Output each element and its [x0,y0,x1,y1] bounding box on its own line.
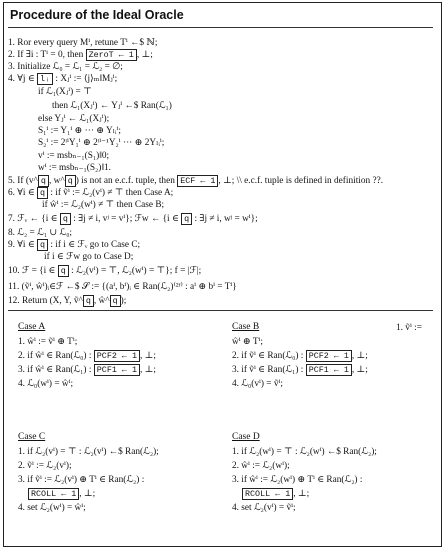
cased-line: 3. if ŵⁱ := ℒ₂(wⁱ) ⊕ Tⁱ ∈ Ran(ℒ₂) : [232,475,363,485]
flag-box: q [38,175,49,187]
flag-box: q [37,239,48,251]
case-c-title: Case C [18,432,46,442]
procedure-line: 9. ∀i ∈ q : if i ∈ ℱᵥ go to Case C; [8,240,141,250]
procedure-line: wⁱ := msbₙ₋₁(S₂)‖1. [38,163,111,173]
flag-box: q [58,265,69,277]
flag-box: PCF1 ← 1 [94,364,140,376]
procedure-line: else Yⱼⁱ ← ℒ₁(Xⱼⁱ); [38,114,110,124]
procedure-line: 6. ∀i ∈ q : if ṽⁱ := ℒ₂(vⁱ) ≠ ⊤ then Case A; [8,188,174,198]
procedure-line: 8. ℒ₂ = ℒ₁ ∪ ℒ₀; [8,228,73,238]
section-rule [8,310,433,311]
cased-line: 1. if ℒ₂(wⁱ) = ⊤ : ℒ₂(wⁱ) ←$ Ran(ℒ₂); [232,447,377,457]
procedure-line: S₁ⁱ := Y₁ⁱ ⊕ ··· ⊕ Yₗᵢⁱ; [38,126,121,136]
flag-box: q [110,295,121,307]
procedure-line: 10. ℱ = {i ∈ q : ℒ₂(vⁱ) = ⊤, ℒ₂(wⁱ) = ⊤}; f = |ℱ|; [8,266,202,276]
flag-box: ZeroT ← 1 [86,49,137,61]
procedure-line: S₂ⁱ := 2ˡⁱY₁ⁱ ⊕ 2ˡⁱ⁻¹Y₂ⁱ ··· ⊕ 2Yₗᵢⁱ; [38,138,165,148]
flag-box: RCOLL ← 1 [242,488,293,500]
cased-line: 2. ŵⁱ := ℒ₂(wⁱ); [232,461,290,471]
case-a-title: Case A [18,322,46,332]
procedure-line: if ŵⁱ := ℒ₂(wⁱ) ≠ ⊤ then Case B; [42,200,165,210]
casea-line: 2. if ŵⁱ ∈ Ran(ℒ₀) : PCF2 ← 1 , ⊥; [18,351,156,361]
casea-line: 4. ℒ₀(wⁱ) = ŵⁱ; [18,379,74,389]
case-b-line1-head: 1. ṽⁱ := [396,323,422,333]
flag-box: q [60,213,71,225]
procedure-line: then ℒ₁(Xⱼⁱ) ← Yⱼⁱ ←$ Ran(ℒ₁) [52,101,172,111]
procedure-line: 12. Return (X, Y, ṽ^ q , ŵ^ q ); [8,296,127,306]
case-d-title: Case D [232,432,260,442]
cased-line: 4. set ℒ₂(vⁱ) = ṽⁱ; [232,503,296,513]
flag-box: PCF1 ← 1 [306,364,352,376]
casec-line: 4. set ℒ₂(wⁱ) = ŵⁱ; [18,503,86,513]
casea-line: 1. ŵⁱ := ṽⁱ ⊕ Tⁱ; [18,337,78,347]
procedure-line: 5. If (v^ q , w^ q ) is not an e.c.f. tuple, then ECF ← 1 , ⊥; \\ e.c.f. tuple is defined in definition ??. [8,176,384,186]
procedure-line: 3. Initialize ℒ₀ = ℒ₁ = ℒ₂ = ∅; [8,62,123,72]
flag-box: q [65,175,76,187]
title-rule [8,27,433,28]
procedure-line: 1. Ror every query Mⁱ, retune Tⁱ ←$ ℕ; [8,38,158,48]
flag-box: lᵢ [37,73,53,85]
casec-line: 3. if ṽⁱ := ℒ₂(vⁱ) ⊕ Tⁱ ∈ Ran(ℒ₂) : [18,475,145,485]
flag-box: q [181,213,192,225]
algorithm-title: Procedure of the Ideal Oracle [10,8,184,22]
procedure-line: if i ∈ ℱw go to Case D; [44,252,134,262]
procedure-line: 2. If ∃i : Tⁱ = 0, then ZeroT ← 1 , ⊥; [8,50,153,60]
flag-box: PCF2 ← 1 [94,350,140,362]
procedure-line: 11. (ṽⁱ, ŵⁱ)ᵢ∈ℱ ←$ 𝒮 := {(aⁱ, bⁱ)ᵢ ∈ Ran(ℒ₂)⁽²ᶠ⁾ : aⁱ ⊕ bⁱ = Tⁱ} [8,282,237,292]
caseb-line: 2. if ṽⁱ ∈ Ran(ℒ₀) : PCF2 ← 1 , ⊥; [232,351,368,361]
flag-box: q [83,295,94,307]
casea-line: 3. if ŵⁱ ∈ Ran(ℒ₁) : PCF1 ← 1 , ⊥; [18,365,156,375]
caseb-line: 4. ℒ₀(vⁱ) = ṽⁱ; [232,379,283,389]
procedure-line: vⁱ := msbₙ₋₁(S₁)‖0; [38,151,110,161]
casec-line: RCOLL ← 1 , ⊥; [28,489,95,500]
flag-box: RCOLL ← 1 [28,488,79,500]
flag-box: ECF ← 1 [177,175,218,187]
casec-line: 1. if ℒ₂(vⁱ) = ⊤ : ℒ₂(vⁱ) ←$ Ran(ℒ₂); [18,447,159,457]
flag-box: q [37,187,48,199]
casec-line: 2. ṽⁱ := ℒ₂(vⁱ); [18,461,72,471]
procedure-line: 7. ℱᵥ ← {i ∈ q : ∃j ≠ i, vʲ = vⁱ}; ℱw ← {i ∈ q : ∃j ≠ i, wʲ = wⁱ}; [8,214,258,224]
procedure-line: if ℒ₁(Xⱼⁱ) = ⊤ [38,87,92,97]
caseb-line: ŵⁱ ⊕ Tⁱ; [232,337,263,347]
case-b-title: Case B [232,322,260,332]
procedure-line: 4. ∀j ∈ lᵢ : Xⱼⁱ := ⟨j⟩ₘ‖Mⱼⁱ; [8,74,118,84]
caseb-line: 3. if ṽⁱ ∈ Ran(ℒ₁) : PCF1 ← 1 , ⊥; [232,365,368,375]
cased-line: RCOLL ← 1 , ⊥; [242,489,309,500]
flag-box: PCF2 ← 1 [306,350,352,362]
